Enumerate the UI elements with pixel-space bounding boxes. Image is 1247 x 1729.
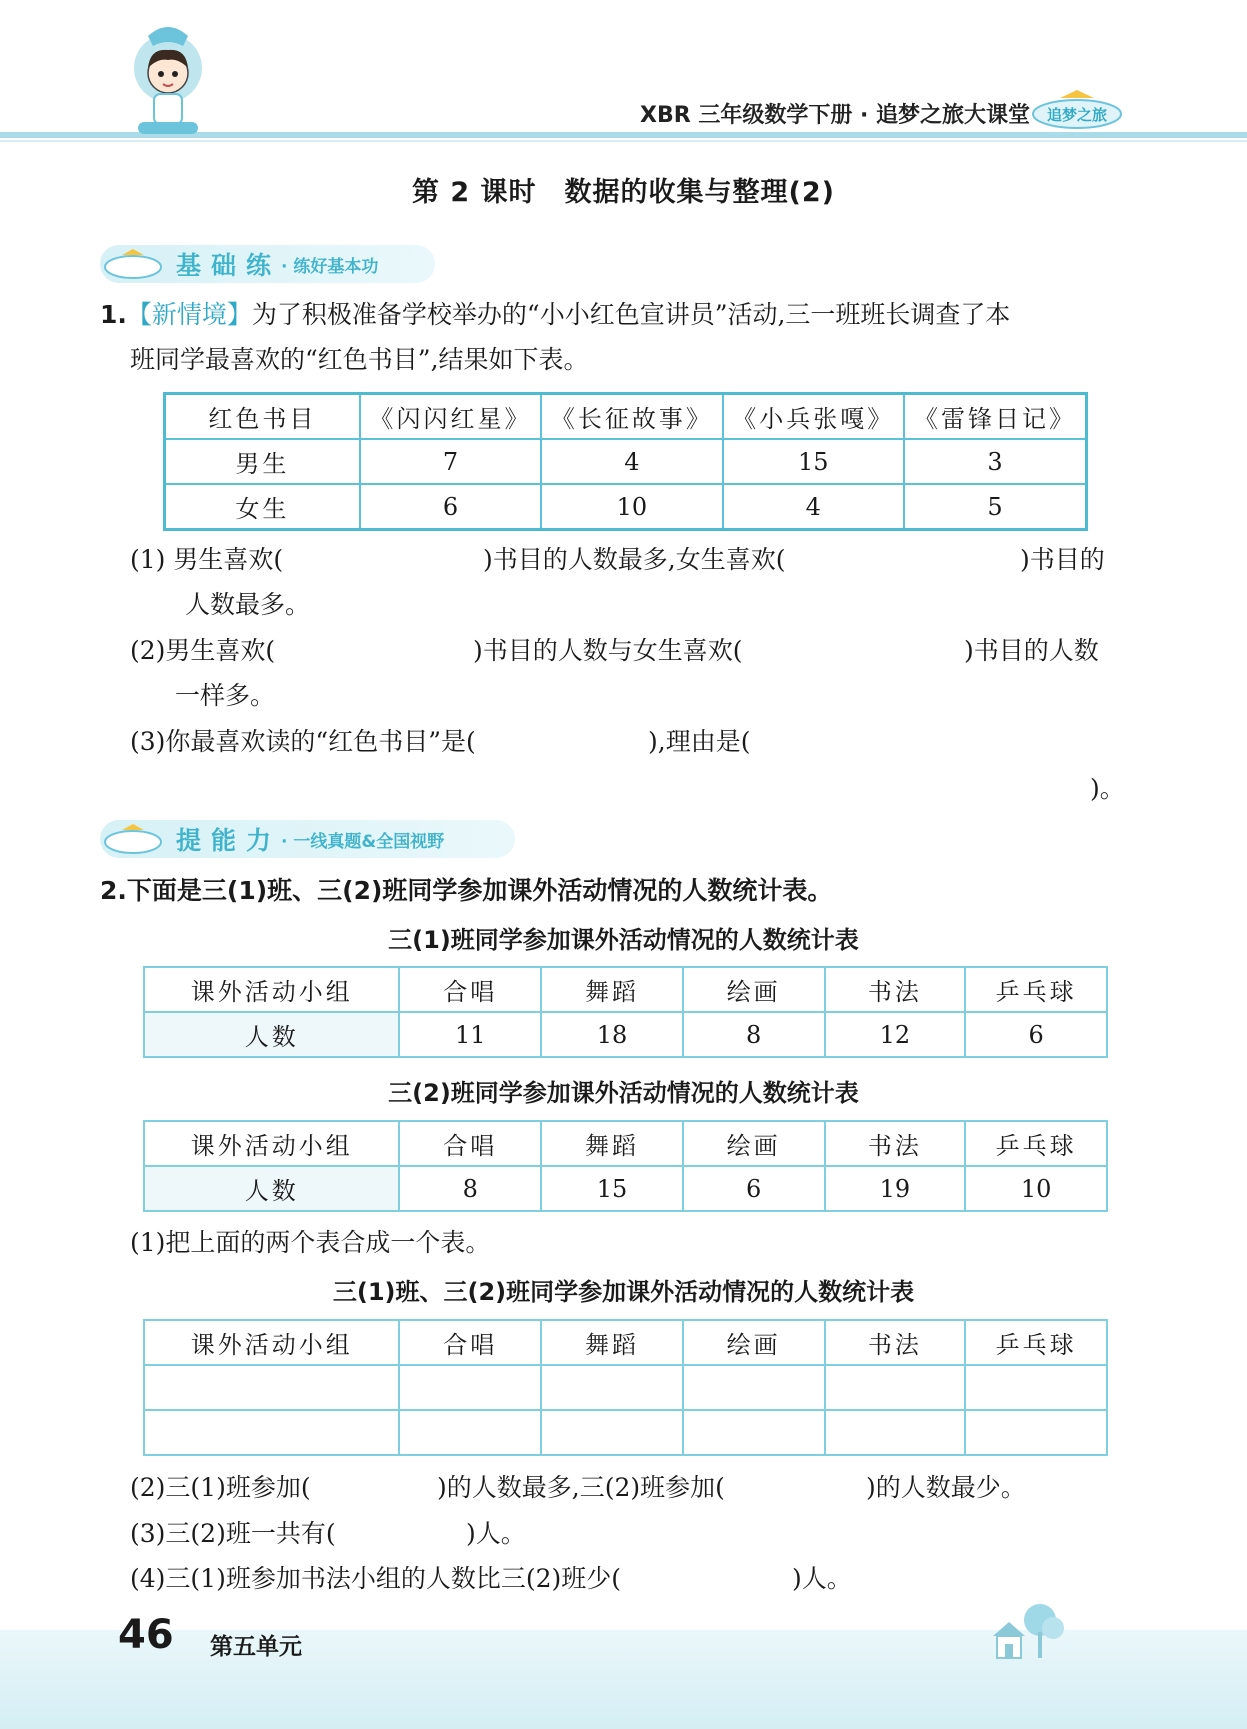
q2-sub3-b: )人。: [466, 1519, 526, 1548]
q2-sub1: (1)把上面的两个表合成一个表。: [130, 1228, 491, 1257]
q1-tag: 【新情境】: [126, 300, 252, 329]
q1-number: 1.: [100, 300, 127, 329]
table-cell: 男生: [165, 439, 360, 484]
table-cell: 7: [360, 439, 541, 484]
table-c-caption: 三(1)班、三(2)班同学参加课外活动情况的人数统计表: [332, 1278, 915, 1306]
table-b-caption: 三(2)班同学参加课外活动情况的人数统计表: [388, 1079, 859, 1107]
table-cell: 书法: [825, 1320, 966, 1365]
q1-sub2-b: )书目的人数与女生喜欢(: [473, 636, 743, 665]
badge-icon: [102, 247, 164, 281]
class1-activity-table: [143, 966, 1108, 1058]
q1-sub1-c: )书目的: [1020, 545, 1105, 574]
table-header-row: [144, 1121, 1107, 1166]
table-cell: 6: [683, 1166, 825, 1211]
table-cell: 绘画: [683, 1320, 825, 1365]
header-text: XBR 三年级数学下册 · 追梦之旅大课堂: [640, 103, 1031, 128]
blank-cell[interactable]: [144, 1410, 399, 1455]
section-banner-ability: [100, 820, 444, 858]
house-tree-icon: [985, 1598, 1065, 1660]
brand-logo-text: 追梦之旅: [1046, 106, 1108, 124]
q2-sub2-c: )的人数最少。: [866, 1473, 1026, 1502]
table-cell: 《闪闪红星》: [360, 394, 541, 440]
blank-cell[interactable]: [683, 1365, 825, 1410]
section-title: 提能力: [176, 826, 282, 855]
table-cell: 3: [904, 439, 1086, 484]
section-title: 基础练: [176, 251, 282, 280]
table-cell: 合唱: [399, 1121, 541, 1166]
table-cell: 舞蹈: [541, 967, 683, 1012]
table-cell: 8: [399, 1166, 541, 1211]
q1-sub3-b: ),理由是(: [648, 727, 751, 756]
page-number: 46: [118, 1612, 174, 1658]
table-cell: 书法: [825, 1121, 966, 1166]
table-cell: 合唱: [399, 1320, 541, 1365]
section-subtitle: · 练好基本功: [281, 256, 379, 277]
q2-sub2-b: )的人数最多,三(2)班参加(: [437, 1473, 725, 1502]
red-books-table: [163, 392, 1088, 531]
table-cell: 19: [825, 1166, 966, 1211]
q2-sub4-b: )人。: [792, 1564, 852, 1593]
q2-sub2-a: (2)三(1)班参加(: [130, 1473, 311, 1502]
blank-cell[interactable]: [399, 1410, 541, 1455]
table-cell: 《小兵张嘎》: [723, 394, 904, 440]
table-row: [144, 1166, 1107, 1211]
brand-logo-icon: [1030, 88, 1124, 132]
table-cell: 10: [965, 1166, 1107, 1211]
q2-text: 下面是三(1)班、三(2)班同学参加课外活动情况的人数统计表。: [126, 876, 833, 905]
blank-cell[interactable]: [683, 1410, 825, 1455]
blank-cell[interactable]: [965, 1365, 1107, 1410]
q1-line2: 班同学最喜欢的“红色书目”,结果如下表。: [130, 345, 589, 374]
q1-sub1-b: )书目的人数最多,女生喜欢(: [483, 545, 786, 574]
table-cell: 课外活动小组: [144, 1320, 399, 1365]
table-cell: 15: [541, 1166, 683, 1211]
table-cell: 15: [723, 439, 904, 484]
blank-cell[interactable]: [541, 1410, 683, 1455]
table-cell: 乒乓球: [965, 1320, 1107, 1365]
table-cell: 绘画: [683, 1121, 825, 1166]
table-cell: 5: [904, 484, 1086, 530]
table-row: [144, 1012, 1107, 1057]
table-cell: 课外活动小组: [144, 1121, 399, 1166]
q1-sub1-a: (1) 男生喜欢(: [130, 545, 284, 574]
blank-cell[interactable]: [825, 1410, 966, 1455]
table-cell: 女生: [165, 484, 360, 530]
blank-cell[interactable]: [144, 1365, 399, 1410]
q1-line1: [100, 298, 1010, 332]
table-cell: 11: [399, 1012, 541, 1057]
mascot-girl-icon: [128, 18, 208, 138]
q2-line1: [100, 874, 832, 908]
table-cell: 书法: [825, 967, 966, 1012]
blank-cell[interactable]: [965, 1410, 1107, 1455]
table-cell: 《长征故事》: [541, 394, 722, 440]
table-header-row: [165, 394, 1087, 440]
table-cell: 舞蹈: [541, 1121, 683, 1166]
table-cell: 乒乓球: [965, 1121, 1107, 1166]
table-cell: 10: [541, 484, 722, 530]
table-row: [165, 484, 1087, 530]
table-cell: 4: [541, 439, 722, 484]
lesson-title: 第 2 课时 数据的收集与整理(2): [411, 177, 836, 208]
table-cell: 4: [723, 484, 904, 530]
blank-cell[interactable]: [541, 1365, 683, 1410]
q1-sub3-a: (3)你最喜欢读的“红色书目”是(: [130, 727, 476, 756]
blank-cell[interactable]: [399, 1365, 541, 1410]
section-subtitle: · 一线真题&全国视野: [281, 831, 445, 852]
table-cell: 红色书目: [165, 394, 360, 440]
table-cell: 课外活动小组: [144, 967, 399, 1012]
section-banner-basic: [100, 245, 378, 283]
table-row: [165, 439, 1087, 484]
table-header-row: [144, 967, 1107, 1012]
q2-number: 2.: [100, 876, 127, 905]
table-cell: 乒乓球: [965, 967, 1107, 1012]
table-cell: 18: [541, 1012, 683, 1057]
header-rule-thin: [0, 140, 1247, 142]
blank-table-row: [144, 1365, 1107, 1410]
q1-sub1-d: 人数最多。: [185, 590, 311, 619]
badge-icon: [102, 822, 164, 856]
q1-sub2-a: (2)男生喜欢(: [130, 636, 276, 665]
table-cell: 舞蹈: [541, 1320, 683, 1365]
q1-sub3-c: )。: [1090, 774, 1125, 803]
q1-text-1: 为了积极准备学校举办的“小小红色宣讲员”活动,三一班班长调查了本: [251, 300, 1011, 329]
combined-activity-table: [143, 1319, 1108, 1456]
blank-cell[interactable]: [825, 1365, 966, 1410]
table-cell: 《雷锋日记》: [904, 394, 1086, 440]
q2-sub3-a: (3)三(2)班一共有(: [130, 1519, 336, 1548]
table-cell: 6: [360, 484, 541, 530]
table-cell: 12: [825, 1012, 966, 1057]
blank-table-row: [144, 1410, 1107, 1455]
table-cell: 人数: [144, 1012, 399, 1057]
class2-activity-table: [143, 1120, 1108, 1212]
table-cell: 6: [965, 1012, 1107, 1057]
q1-sub2-d: 一样多。: [175, 681, 276, 710]
table-a-caption: 三(1)班同学参加课外活动情况的人数统计表: [388, 926, 859, 954]
unit-label: 第五单元: [210, 1634, 302, 1660]
table-cell: 合唱: [399, 967, 541, 1012]
table-cell: 绘画: [683, 967, 825, 1012]
q1-sub2-c: )书目的人数: [964, 636, 1099, 665]
table-cell: 8: [683, 1012, 825, 1057]
table-header-row: [144, 1320, 1107, 1365]
table-cell: 人数: [144, 1166, 399, 1211]
q2-sub4-a: (4)三(1)班参加书法小组的人数比三(2)班少(: [130, 1564, 621, 1593]
